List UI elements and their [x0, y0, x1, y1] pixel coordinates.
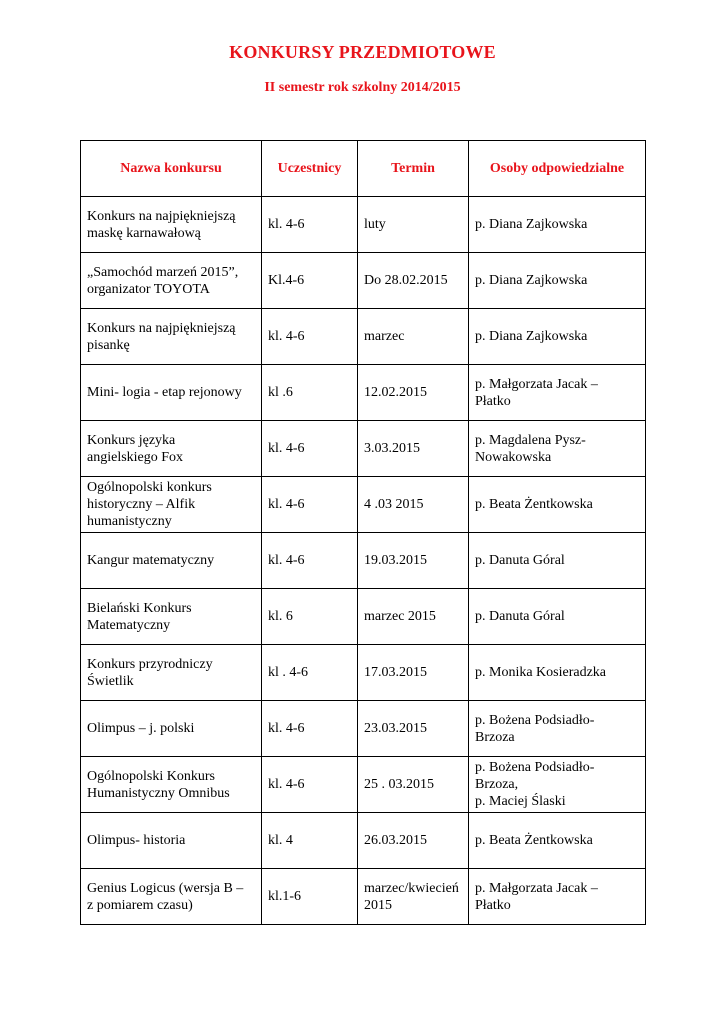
header-contest-name: Nazwa konkursu: [81, 141, 262, 197]
responsible-cell: p. Diana Zajkowska: [469, 253, 646, 309]
responsible-cell: p. Monika Kosieradzka: [469, 645, 646, 701]
date-cell: Do 28.02.2015: [358, 253, 469, 309]
participants-cell: kl . 4-6: [262, 645, 358, 701]
participants-cell: kl. 4-6: [262, 421, 358, 477]
date-cell: 25 . 03.2015: [358, 757, 469, 813]
date-cell: 26.03.2015: [358, 813, 469, 869]
date-cell: 17.03.2015: [358, 645, 469, 701]
contest-name-cell: Konkurs na najpiękniejszą pisankę: [81, 309, 262, 365]
participants-cell: Kl.4-6: [262, 253, 358, 309]
responsible-cell: p. Małgorzata Jacak – Płatko: [469, 869, 646, 925]
table-row: [81, 197, 646, 253]
date-cell: 3.03.2015: [358, 421, 469, 477]
contest-name-cell: Olimpus- historia: [81, 813, 262, 869]
responsible-cell: p. Bożena Podsiadło- Brzoza: [469, 701, 646, 757]
table-row: [81, 645, 646, 701]
contest-name-cell: Olimpus – j. polski: [81, 701, 262, 757]
page-title: KONKURSY PRZEDMIOTOWE: [229, 42, 496, 62]
table-row: [81, 253, 646, 309]
participants-cell: kl.1-6: [262, 869, 358, 925]
table-row: [81, 869, 646, 925]
participants-cell: kl. 4-6: [262, 309, 358, 365]
date-cell: marzec 2015: [358, 589, 469, 645]
header-date: Termin: [358, 141, 469, 197]
contest-name-cell: Mini- logia - etap rejonowy: [81, 365, 262, 421]
table-row: [81, 309, 646, 365]
responsible-cell: p. Beata Żentkowska: [469, 477, 646, 533]
responsible-cell: p. Małgorzata Jacak – Płatko: [469, 365, 646, 421]
header-responsible: Osoby odpowiedzialne: [469, 141, 646, 197]
date-cell: marzec: [358, 309, 469, 365]
participants-cell: kl. 6: [262, 589, 358, 645]
participants-cell: kl. 4: [262, 813, 358, 869]
contests-table: [80, 140, 646, 925]
responsible-cell: p. Diana Zajkowska: [469, 309, 646, 365]
responsible-cell: p. Danuta Góral: [469, 589, 646, 645]
header-participants: Uczestnicy: [262, 141, 358, 197]
participants-cell: kl. 4-6: [262, 533, 358, 589]
participants-cell: kl. 4-6: [262, 477, 358, 533]
table-row: [81, 365, 646, 421]
date-cell: luty: [358, 197, 469, 253]
responsible-cell: p. Bożena Podsiadło- Brzoza, p. Maciej Ślaski: [469, 757, 646, 813]
responsible-cell: p. Magdalena Pysz- Nowakowska: [469, 421, 646, 477]
date-cell: 4 .03 2015: [358, 477, 469, 533]
contest-name-cell: Genius Logicus (wersja B – z pomiarem czasu): [81, 869, 262, 925]
table-row: [81, 701, 646, 757]
page-subtitle: II semestr rok szkolny 2014/2015: [264, 80, 461, 95]
contest-name-cell: Konkurs języka angielskiego Fox: [81, 421, 262, 477]
table-row: [81, 477, 646, 533]
table-row: [81, 533, 646, 589]
date-cell: 19.03.2015: [358, 533, 469, 589]
participants-cell: kl. 4-6: [262, 197, 358, 253]
table-row: [81, 589, 646, 645]
participants-cell: kl. 4-6: [262, 701, 358, 757]
responsible-cell: p. Danuta Góral: [469, 533, 646, 589]
table-row: [81, 421, 646, 477]
contest-name-cell: Ogólnopolski Konkurs Humanistyczny Omnibus: [81, 757, 262, 813]
contest-name-cell: Kangur matematyczny: [81, 533, 262, 589]
date-cell: 12.02.2015: [358, 365, 469, 421]
date-cell: 23.03.2015: [358, 701, 469, 757]
table-row: [81, 757, 646, 813]
responsible-cell: p. Diana Zajkowska: [469, 197, 646, 253]
contest-name-cell: Konkurs na najpiękniejszą maskę karnawałową: [81, 197, 262, 253]
contest-name-cell: Konkurs przyrodniczy Świetlik: [81, 645, 262, 701]
contest-name-cell: Ogólnopolski konkurs historyczny – Alfik humanistyczny: [81, 477, 262, 533]
table-header-row: [81, 141, 646, 197]
participants-cell: kl .6: [262, 365, 358, 421]
contest-name-cell: Bielański Konkurs Matematyczny: [81, 589, 262, 645]
responsible-cell: p. Beata Żentkowska: [469, 813, 646, 869]
participants-cell: kl. 4-6: [262, 757, 358, 813]
contest-name-cell: „Samochód marzeń 2015”, organizator TOYOTA: [81, 253, 262, 309]
date-cell: marzec/kwiecień 2015: [358, 869, 469, 925]
table-row: [81, 813, 646, 869]
